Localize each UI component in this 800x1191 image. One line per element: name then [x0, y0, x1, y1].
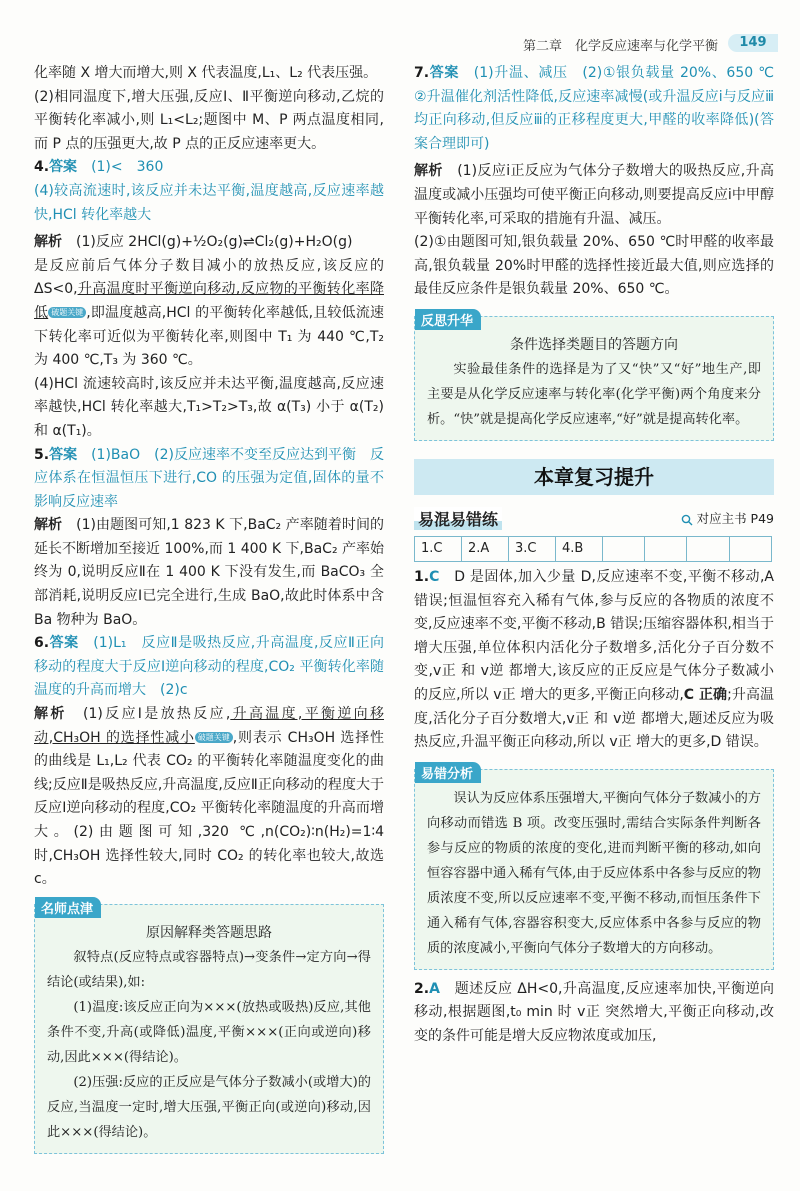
grid-cell [602, 536, 644, 561]
tip-text: 叙特点(反应特点或容器特点)→变条件→定方向→得结论(或结果),如: [47, 949, 371, 990]
book-reference: 对应主书 P49 [681, 509, 774, 527]
answer-4: 4.答案 (1)< 360 [34, 159, 164, 176]
error-text: 误认为反应体系压强增大,平衡向气体分子数减小的方向移动而错选 B 项。改变压强时,需结合实际条件判断各参与反应的物质的浓度的变化,进而判断平衡的移动,如向恒容容器中通入稀有气体,由于反应体系中各参与反应的物质浓度不变,所以反应速率不变,平衡不移动,而恒压条件下通入稀有气体,容器容积变大,反应体系中各参与反应的物质的浓度减小,平衡向气体分子数增大的方向移动。 [427, 790, 761, 956]
analysis-4-eq: 解析 (1)反应 2HCl(g)+½O₂(g)⇌Cl₂(g)+H₂O(g) [34, 234, 353, 251]
grid-cell [645, 536, 687, 561]
reflect-title: 条件选择类题目的答题方向 [510, 336, 678, 353]
tip-text: (1)温度:该反应正向为×××(放热或吸热)反应,其他条件不变,升高(或降低)温度,平衡×××(正向或逆向)移动,因此×××(得结论)。 [47, 999, 371, 1065]
search-icon [681, 514, 693, 526]
chapter-title: 第二章 化学反应速率与化学平衡 [522, 39, 718, 54]
exercise-title: 易混易错练 [414, 507, 502, 530]
key-badge: 破题关键 [48, 307, 86, 318]
paragraph: (2)相同温度下,增大压强,反应Ⅰ、Ⅱ平衡逆向移动,乙烷的平衡转化率减小,则 L₁<L₂;题图中 M、P 两点温度相同,而 P 点的压强更大,故 P 点的正反应速率更大。 [34, 88, 384, 152]
grid-cell [687, 536, 729, 561]
answer-4-part: (4)较高流速时,该反应并未达平衡,温度越高,反应速率越快,HCl 转化率越大 [34, 182, 384, 223]
tip-tag: 名师点津 [35, 897, 101, 918]
answer-7: 7.答案 (1)升温、减压 (2)①银负载量 20%、650 ℃ ②升温催化剂活性降低,反应速率减慢(或升温反应ⅰ与反应ⅲ均正向移动,但反应ⅲ的正移程度更大,甲醛的收率降低)(答案合理即可) [414, 65, 789, 152]
analysis-4: 是反应前后气体分子数目减小的放热反应,该反应的 ΔS<0,升高温度时平衡逆向移动,反应物的平衡转化率降低 破题关键 ,即温度越高,HCl 的平衡转化率越低,且较低流速下转化率可近似为平衡转化率,则图中 T₁ 为 440 ℃,T₂ 为 400 ℃,T₃ 为 360 ℃。 [34, 257, 385, 369]
analysis-7-part: (2)①由题图可知,银负载量 20%、650 ℃时甲醛的收率最高,银负载量 20%时甲醛的选择性接近最大值,则应选择的最佳反应条件是银负载量 20%、650 ℃。 [414, 234, 774, 298]
grid-cell: 4.B [555, 536, 602, 561]
grid-cell: 1.C [415, 536, 462, 561]
analysis-7: 解析 (1)反应ⅰ正反应为气体分子数增大的吸热反应,升高温度或减小压强均可使平衡正向移动,则要提高反应ⅰ中甲醇平衡转化率,可采取的措施有升温、减压。 [414, 163, 775, 227]
reflect-tag: 反思升华 [415, 309, 481, 330]
tip-text: (2)压强:反应的正反应是气体分子数减小(或增大)的反应,当温度一定时,增大压强,平衡正向(或逆向)移动,因此×××(得结论)。 [47, 1074, 371, 1140]
analysis-6: 解析 (1)反应Ⅰ是放热反应,升高温度,平衡逆向移动,CH₃OH 的选择性减小 破题关键 ,则表示 CH₃OH 选择性的曲线是 L₁,L₂ 代表 CO₂ 的平衡转化率随温度变化的曲线;反应Ⅱ是吸热反应,升高温度,反应Ⅱ正向移动的程度大于反应Ⅰ逆向移动的程度,CO₂ 平衡转化率随温度的升高而增大。(2)由题图可知,320 ℃,n(CO₂)∶n(H₂)=1∶4 时,CH₃OH 选择性较大,同时 CO₂ 的转化率也较大,故选 c。 [34, 706, 385, 888]
review-answer-2: 2.A 题述反应 ΔH<0,升高温度,反应速率加快,平衡逆向移动,根据题图,t₀ min 时 v正 突然增大,平衡正向移动,改变的条件可能是增大反应物浓度或加压, [414, 980, 775, 1044]
answer-5: 5.答案 (1)BaO (2)反应速率不变至反应达到平衡 反应体系在恒温恒压下进行,CO 的压强为定值,固体的量不影响反应速率 [34, 446, 385, 510]
tip-title: 原因解释类答题思路 [146, 924, 272, 941]
left-column [34, 62, 384, 1154]
page-header [0, 32, 800, 54]
key-badge: 破题关键 [195, 732, 233, 743]
error-box [414, 766, 774, 970]
grid-cell: 3.C [508, 536, 555, 561]
paragraph: 化率随 X 增大而增大,则 X 代表温度,L₁、L₂ 代表压强。 [34, 65, 378, 81]
error-tag: 易错分析 [415, 762, 481, 783]
answer-6: 6.答案 (1)L₁ 反应Ⅱ是吸热反应,升高温度,反应Ⅱ正向移动的程度大于反应Ⅰ逆向移动的程度,CO₂ 平衡转化率随温度的升高而增大 (2)c [34, 635, 384, 699]
right-column [414, 62, 789, 1048]
section-title: 本章复习提升 [414, 459, 774, 495]
review-answer-1: 1.C D 是固体,加入少量 D,反应速率不变,平衡不移动,A 错误;恒温恒容充入稀有气体,参与反应的各物质的浓度不变,反应速率不变,平衡不移动,B 错误;压缩容器体积,相当于增大压强,单位体积内活化分子数增多,活化分子百分数不变,v正 和 v逆 都增大,该反应的正反应是气体分子数减小的反应,所以 v正 增大的更多,平衡正向移动,C 正确;升高温度,活化分子百分数增大,v正 和 v逆 都增大,题述反应为吸热反应,升温平衡正向移动,所以 v正 增大的更多,D 错误。 [414, 568, 775, 751]
analysis-5: 解析 (1)由题图可知,1 823 K 下,BaC₂ 产率随着时间的延长不断增加至接近 100%,而 1 400 K 下,BaC₂ 产率始终为 0,说明反应Ⅱ在 1 400 K 下没有发生,而 BaCO₃ 全部消耗,说明反应Ⅰ已完全进行,生成 BaO,故此时体系中含 Ba 物种为 BaO。 [34, 517, 385, 628]
analysis-4-part: (4)HCl 流速较高时,该反应并未达平衡,温度越高,反应速率越快,HCl 转化率越大,T₁>T₂>T₃,故 α(T₃) 小于 α(T₂) 和 α(T₁)。 [34, 375, 384, 439]
tip-box [34, 901, 384, 1154]
grid-cell [729, 536, 771, 561]
grid-cell: 2.A [462, 536, 509, 561]
page-number: 149 [728, 34, 778, 52]
reflect-text: 实验最佳条件的选择是为了又“快”又“好”地生产,即主要是从化学反应速率与转化率(化学平衡)两个角度来分析。“快”就是提高化学反应速率,“好”就是提高转化率。 [427, 361, 761, 427]
answer-grid [414, 536, 772, 562]
reflect-box [414, 313, 774, 441]
exercise-header [414, 507, 774, 530]
